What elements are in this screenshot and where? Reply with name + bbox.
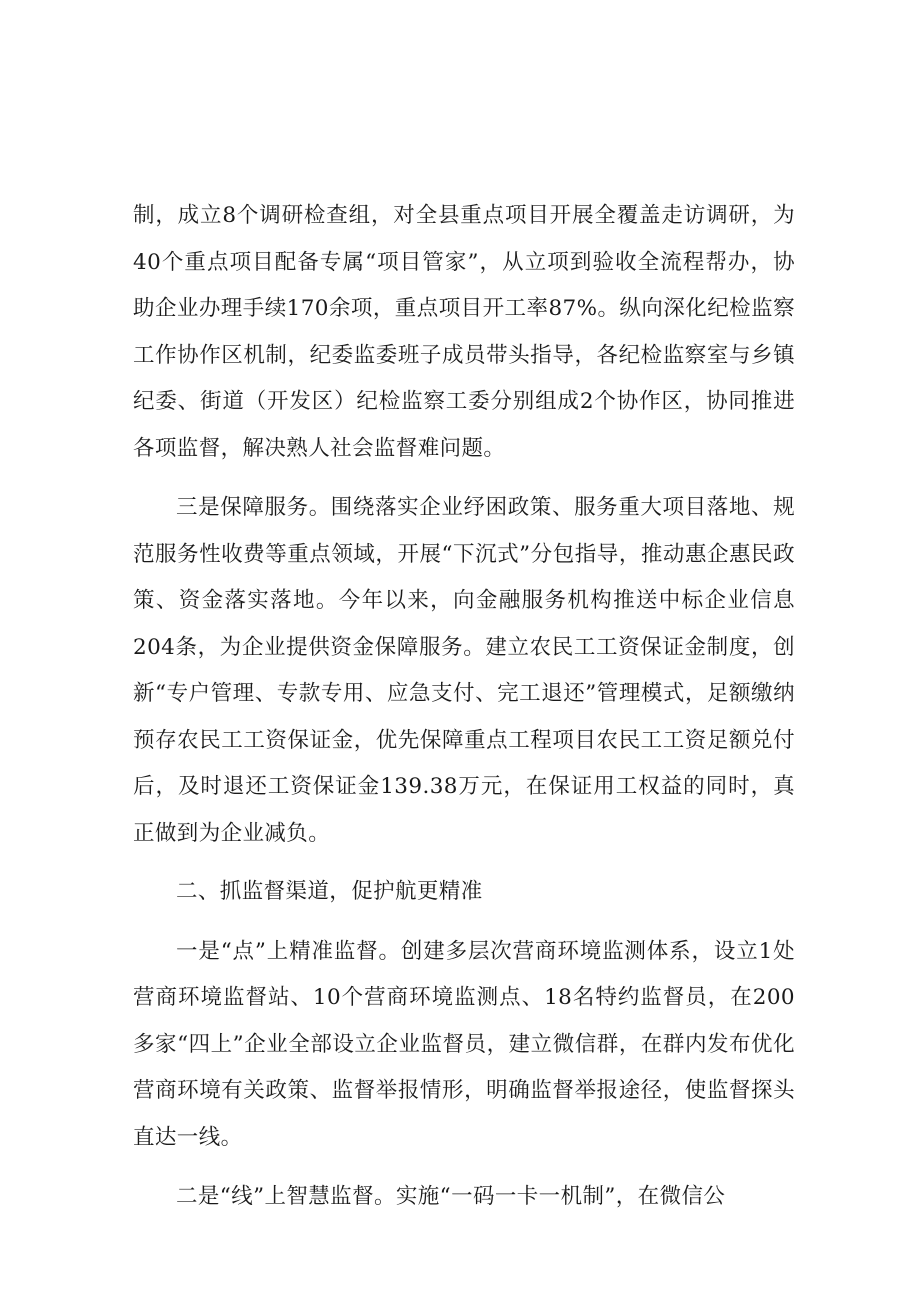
paragraph-line-supervision: 二是“线”上智慧监督。实施“一码一卡一机制”，在微信公 xyxy=(176,1184,726,1209)
paragraph-point-supervision: 一是“点”上精准监督。创建多层次营商环境监测体系，设立1处营商环境监督站、10个营商环境监测点、18名特约监督员，在200多家“四上”企业全部设立企业监督员，建立微信群，在群内发布优化营商环境有关政策、监督举报情形，明确监督举报途径，使监督探头直达一线。 xyxy=(133,938,795,1150)
document-body xyxy=(133,193,795,1221)
section-heading-supervision-channels: 二、抓监督渠道，促护航更精准 xyxy=(176,879,483,904)
paragraph-collaboration-mechanism: 制，成立8个调研检查组，对全县重点项目开展全覆盖走访调研，为40个重点项目配备专属“项目管家”，从立项到验收全流程帮办，协助企业办理手续170余项，重点项目开工率87%。纵向深化纪检监察工作协作区机制，纪委监委班子成员带头指导，各纪检监察室与乡镇纪委、街道（开发区）纪检监察工委分别组成2个协作区，协同推进各项监督，解决熟人社会监督难问题。 xyxy=(133,203,795,461)
paragraph-guarantee-services: 三是保障服务。围绕落实企业纾困政策、服务重大项目落地、规范服务性收费等重点领域，开展“下沉式”分包指导，推动惠企惠民政策、资金落实落地。今年以来，向金融服务机构推送中标企业信息204条，为企业提供资金保障服务。建立农民工工资保证金制度，创新“专户管理、专款专用、应急支付、完工退还”管理模式，足额缴纳预存农民工工资保证金，优先保障重点工程项目农民工工资足额兑付后，及时退还工资保证金139.38万元，在保证用工权益的同时，真正做到为企业减负。 xyxy=(133,495,795,846)
